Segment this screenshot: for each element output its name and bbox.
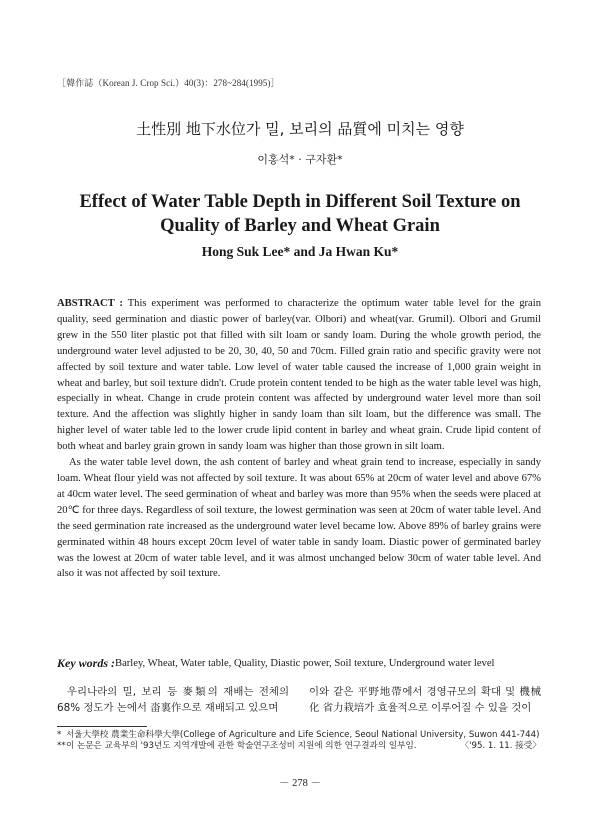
- footnotes: [57, 730, 541, 752]
- body-column-left: [57, 684, 289, 716]
- keywords-label: Key words :: [57, 656, 115, 670]
- english-authors: Hong Suk Lee* and Ja Hwan Ku*: [201, 244, 399, 259]
- page-number: － 278 －: [279, 778, 321, 789]
- footnote-funding: [57, 741, 541, 752]
- body-column-right: [309, 684, 541, 716]
- body-columns: [57, 684, 541, 716]
- footnote-mark-2: **: [57, 741, 66, 751]
- abstract-text-1: This experiment was performed to characterize the optimum water table level for the grain quality, seed germination and diastic power of barley(var. Olbori) and wheat(var. Grumil). Olbori and Grumil grew in the 550 liter plastic pot that filled with silt loam or sandy loam. During the whole growth period, the underground water level adjusted to be 20, 30, 40, 50 and 70cm. Filled grain ratio and specific gravity were not affected by soil texture and water table. Low level of water table caused the increase of 1,000 grain weight in wheat and barley, but soil texture didn't. Crude protein content tended to be high as the water table level was high, especially in wheat. Change in crude protein content was affected by underground water level more than soil texture. And the affection was slightly higher in sandy loam than silt loam, but the difference was small. The higher level of water table led to the lower crude lipid content in barley and wheat grain. Crude lipid content of both wheat and barley grain grown in sandy loam was higher than those grown in silt loam.: [57, 298, 541, 453]
- abstract-label: ABSTRACT :: [57, 298, 123, 309]
- abstract-paragraph-2: As the water table level down, the ash content of barley and wheat grain tend to increase, especially in sandy loam. Wheat flour yield was not affected by soil texture. It was about 65% at 20cm of water level and above 67% at 40cm water level. The seed germination of wheat and barley was more than 95% when the seeds were placed at 20℃ for three days. Regardless of soil texture, the lowest germination was seen at 20cm of water table level. And the seed germination rate increased as the underground water level became low. Above 89% of barley grains were germinated within 48 hours except 20cm level of water table in sandy loam. Diastic power of germinated barley was the lowest at 20cm of water table level, and it was almost unchanged below 30cm of water table level. And also it was not affected by soil texture.: [57, 457, 541, 580]
- footnote-rule: [57, 726, 147, 727]
- body-left-text: 우리나라의 밀, 보리 등 麥類의 재배는 전체의 68% 정도가 논에서 畓裏作으로 재배되고 있으며: [57, 686, 289, 714]
- journal-citation: ［韓作誌（Korean J. Crop Sci.）40(3)：278~284(1995)］: [57, 78, 280, 88]
- received-date: 〈'95. 1. 11. 接受〉: [460, 741, 541, 751]
- footnote-affiliation: [57, 730, 541, 741]
- footnote-text-1: 서울大學校 農業生命科學大學(College of Agriculture and Life Science, Seoul National University, Suwon 441-744): [66, 730, 540, 740]
- footnote-mark-1: *: [57, 730, 62, 740]
- english-title: Effect of Water Table Depth in Different Soil Texture on Quality of Barley and Wheat Grain: [79, 192, 521, 236]
- footnote-text-2: 이 논문은 교육부의 '93년도 지역개발에 관한 학술연구조성비 지원에 의한 연구결과의 일부임.: [66, 741, 417, 751]
- abstract-paragraph-1: [57, 296, 541, 455]
- keywords-text: Barley, Wheat, Water table, Quality, Diastic power, Soil texture, Underground water level: [115, 658, 495, 669]
- korean-title: 土性別 地下水位가 밀, 보리의 品質에 미치는 영향: [136, 120, 464, 138]
- korean-authors: 이홍석* · 구자환*: [257, 153, 343, 166]
- abstract: [57, 296, 541, 582]
- keywords: [57, 656, 541, 671]
- body-right-text: 이와 같은 平野地帶에서 경영규모의 확대 및 機械化 省力栽培가 효율적으로 이루어질 수 있을 것이: [309, 686, 541, 714]
